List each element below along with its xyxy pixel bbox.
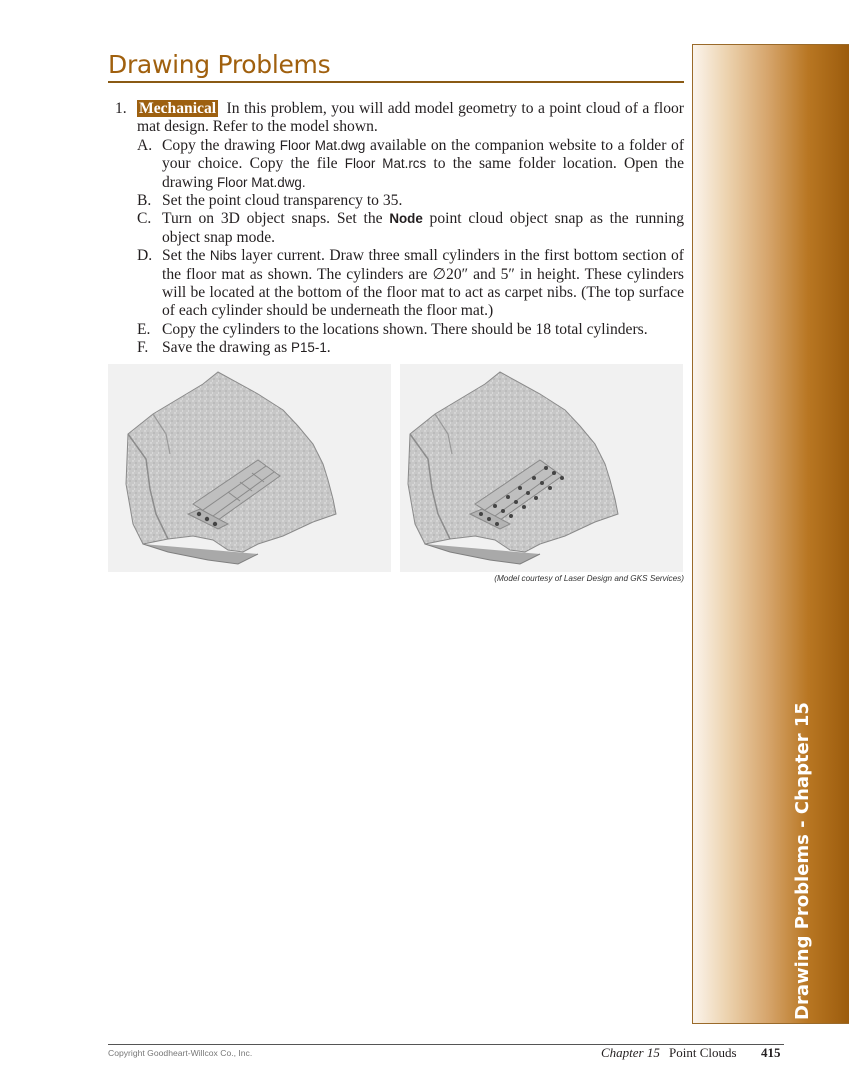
filename: P15-1 [291,340,327,356]
step-b [108,192,684,210]
step-text: . [301,174,306,190]
step-text: Set the [162,247,210,265]
category-badge: Mechanical [139,100,217,117]
filename: Floor Mat.rcs [344,156,427,172]
step-letter: B. [137,192,152,210]
step-text: to the same folder location. Open the drawing [162,155,684,191]
chapter-side-tab [692,44,849,1024]
step-f [108,339,684,357]
title-divider [108,81,684,83]
floor-mat-figure-right [400,364,683,572]
step-letter: A. [137,136,153,154]
problem-intro: In this problem, you will add model geometry to a point cloud of a floor mat design. Refer to the model shown. [137,100,684,136]
chapter-side-tab-label: Drawing Problems - Chapter 15 [792,702,813,1020]
page-number: 415 [761,1045,781,1060]
footer-chapter: Chapter 15 [601,1045,660,1060]
step-text: Turn on 3D object snaps. Set the [162,210,390,228]
problem-number: 1. [115,100,127,117]
step-text: . [326,339,331,357]
floor-mat-figure-left [108,364,391,572]
step-text: Save the drawing as [162,339,292,357]
step-c [108,210,684,247]
step-text: layer current. Draw three small cylinders in the first bottom section of the floor mat as shown. The cylinders are ∅20″ and 5″ in height. These cylinders will be located at the bottom of the floor mat to act as carpet nibs. (The top surface of each cylinder should be underneath the floor mat.) [162,247,684,320]
footer-copyright: Copyright Goodheart-Willcox Co., Inc. [108,1048,253,1058]
step-text: point cloud object snap as the running object snap mode. [162,210,684,246]
figure-credit: (Model courtesy of Laser Design and GKS Services) [494,574,684,583]
option-name: Node [389,211,423,227]
step-text: Set the point cloud transparency to 35. [162,192,403,210]
step-letter: D. [137,247,153,265]
problem-1 [108,100,684,137]
filename: Floor Mat.dwg [279,137,366,153]
step-text: Copy the cylinders to the locations shown. There should be 18 total cylinders. [162,320,648,338]
step-letter: C. [137,210,152,228]
step-e [108,321,684,339]
step-text: Copy the drawing [162,136,280,154]
step-d [108,247,684,321]
step-letter: E. [137,320,151,338]
step-a [108,137,684,192]
layer-name: Nibs [209,248,237,264]
step-text: available on the companion website to a folder of your choice. Copy the file [162,136,685,173]
section-title: Drawing Problems [108,50,331,79]
step-letter: F. [137,339,149,357]
problem-list [108,100,684,358]
problem-steps [108,137,684,358]
filename: Floor Mat.dwg [217,174,302,190]
footer-chapter-title: Point Clouds [669,1045,737,1060]
